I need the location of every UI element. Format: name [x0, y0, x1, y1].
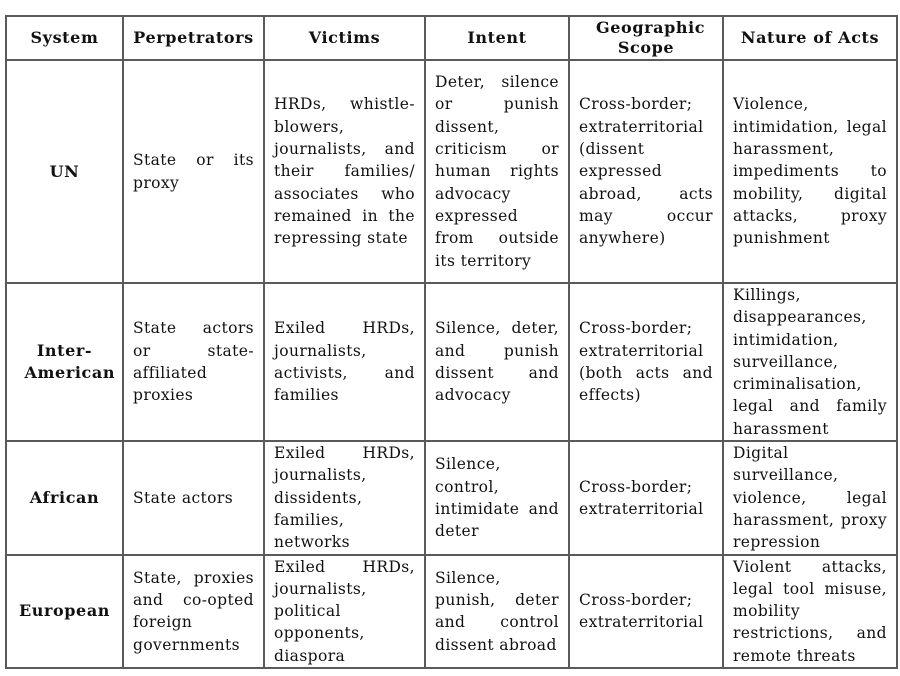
cell-perpetrators: State actors or state-affiliated proxies: [123, 283, 264, 441]
cell-intent: Silence, punish, deter and control dissent abroad: [425, 555, 569, 668]
table-row: [6, 555, 897, 668]
cell-acts: Killings, disappearances, intimidation, surveillance, criminalisation, legal and family harassment: [723, 283, 897, 441]
cell-system: UN: [6, 60, 123, 283]
comparison-table: [5, 15, 898, 669]
cell-acts: Violence, intimidation, legal harassment, impediments to mobility, digital attacks, proxy punishment: [723, 60, 897, 283]
cell-perpetrators: State or its proxy: [123, 60, 264, 283]
cell-perpetrators: State actors: [123, 441, 264, 554]
table-row: [6, 60, 897, 283]
header-geographic-scope: [569, 16, 723, 60]
cell-victims: Exiled HRDs, journalists, political opponents, diaspora: [264, 555, 425, 668]
cell-system-text: Inter-American: [24, 341, 116, 383]
header-system: System: [6, 16, 123, 60]
cell-scope: Cross-border; extraterritorial: [569, 441, 723, 554]
header-victims: Victims: [264, 16, 425, 60]
header-perpetrators: Perpetrators: [123, 16, 264, 60]
cell-acts: Digital surveillance, violence, legal harassment, proxy repression: [723, 441, 897, 554]
cell-intent: Deter, silence or punish dissent, criticism or human rights advocacy expressed from outside its territory: [425, 60, 569, 283]
cell-intent: Silence, deter, and punish dissent and advocacy: [425, 283, 569, 441]
cell-system: [6, 283, 123, 441]
cell-scope: Cross-border; extraterritorial (both acts and effects): [569, 283, 723, 441]
cell-system: African: [6, 441, 123, 554]
cell-scope: Cross-border; extraterritorial (dissent expressed abroad, acts may occur anywhere): [569, 60, 723, 283]
header-row: [6, 16, 897, 60]
cell-victims: Exiled HRDs, journalists, dissidents, families, networks: [264, 441, 425, 554]
cell-acts: Violent attacks, legal tool misuse, mobility restrictions, and remote threats: [723, 555, 897, 668]
cell-perpetrators: State, proxies and co-opted foreign governments: [123, 555, 264, 668]
cell-victims: HRDs, whistle-blowers, journalists, and their families/ associates who remained in the repressing state: [264, 60, 425, 283]
header-nature-of-acts: Nature of Acts: [723, 16, 897, 60]
cell-system: European: [6, 555, 123, 668]
table-row: [6, 283, 897, 441]
cell-scope: Cross-border; extraterritorial: [569, 555, 723, 668]
table-row: [6, 441, 897, 554]
header-intent: Intent: [425, 16, 569, 60]
cell-intent: Silence, control, intimidate and deter: [425, 441, 569, 554]
header-geographic-scope-text: Geographic Scope: [596, 18, 706, 57]
cell-victims: Exiled HRDs, journalists, activists, and families: [264, 283, 425, 441]
